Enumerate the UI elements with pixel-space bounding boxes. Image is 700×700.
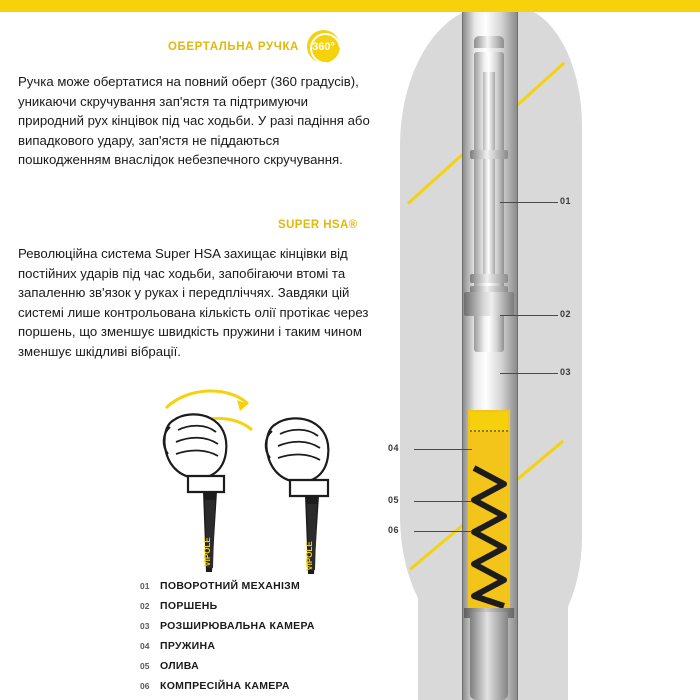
tube-band bbox=[470, 150, 508, 159]
svg-text:VIPOLE: VIPOLE bbox=[203, 537, 212, 567]
callout-leader bbox=[500, 373, 558, 374]
top-cap bbox=[474, 36, 504, 48]
content-column bbox=[0, 12, 382, 700]
legend-label: ОЛИВА bbox=[160, 660, 199, 672]
legend-label: ПОРШЕНЬ bbox=[160, 600, 218, 612]
legend-number: 01 bbox=[140, 581, 150, 591]
tube-band bbox=[470, 274, 508, 283]
feature-badge-title: ОБЕРТАЛЬНА РУЧКА bbox=[168, 40, 299, 53]
piston-rod bbox=[483, 72, 495, 282]
callout-number: 06 bbox=[388, 525, 400, 535]
top-accent-bar bbox=[0, 0, 700, 12]
legend-number: 03 bbox=[140, 621, 150, 631]
legend-label: ПРУЖИНА bbox=[160, 640, 216, 652]
legend-item bbox=[140, 680, 380, 692]
legend-item bbox=[140, 620, 380, 632]
pole-cutaway-illustration bbox=[382, 12, 700, 700]
legend-label: РОЗШИРЮВАЛЬНА КАМЕРА bbox=[160, 620, 315, 632]
svg-text:VIPOLE: VIPOLE bbox=[305, 541, 314, 571]
hands-grip-illustration bbox=[148, 380, 363, 575]
paragraph-super-hsa: Революційна система Super HSA захищає кінцівки від постійних ударів під час ходьби, запобігаючи втомі та запаленню зв'язок у руках і передпліччях. Завдяки цій системі лише контрольована кількість олії протікає через поршень, що зменшує швидкість пружини і таким чином зменшує шкідливі вібрації. bbox=[18, 246, 369, 359]
callout-leader bbox=[414, 501, 472, 502]
callout-leader bbox=[414, 449, 472, 450]
legend-number: 06 bbox=[140, 681, 150, 691]
callout-number: 05 bbox=[388, 495, 400, 505]
legend-label: КОМПРЕСІЙНА КАМЕРА bbox=[160, 680, 290, 692]
callout-number: 01 bbox=[560, 196, 572, 206]
legend-number: 05 bbox=[140, 661, 150, 671]
callout-leader bbox=[500, 202, 558, 203]
callout-number: 02 bbox=[560, 309, 572, 319]
legend-item bbox=[140, 580, 380, 592]
legend-item bbox=[140, 660, 380, 672]
oil-surface bbox=[470, 412, 508, 432]
legend-item bbox=[140, 640, 380, 652]
lower-shaft bbox=[470, 612, 508, 700]
legend-list bbox=[140, 580, 380, 700]
piston-block bbox=[464, 292, 514, 316]
legend-item bbox=[140, 600, 380, 612]
callout-leader bbox=[414, 531, 472, 532]
feature-badge bbox=[168, 30, 340, 63]
pole-assembly bbox=[454, 12, 524, 700]
spring bbox=[470, 464, 508, 608]
paragraph-rotating-grip: Ручка може обертатися на повний оберт (360 градусів), уникаючи скручування зап'ястя та підтримуючи природний рух кінцівок під час ходьби. У разі падіння або випадкового удару, зап'ястя не піддаються пошкодженням внаслідок небезпечного скручування. bbox=[18, 74, 370, 167]
rotation-360-icon: 360° bbox=[307, 30, 340, 63]
section-subtitle-super-hsa: SUPER HSA® bbox=[278, 219, 358, 231]
callout-number: 03 bbox=[560, 367, 572, 377]
callout-leader bbox=[500, 315, 558, 316]
callout-number: 04 bbox=[388, 443, 400, 453]
legend-number: 02 bbox=[140, 601, 150, 611]
legend-number: 04 bbox=[140, 641, 150, 651]
legend-label: ПОВОРОТНИЙ МЕХАНІЗМ bbox=[160, 580, 301, 592]
